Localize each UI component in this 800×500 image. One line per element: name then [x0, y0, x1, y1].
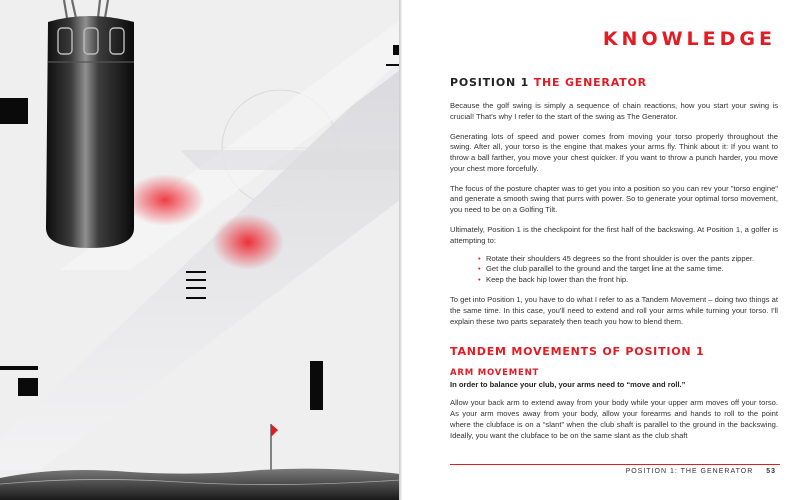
- page-content: [450, 76, 778, 450]
- horizontal-band: [180, 150, 400, 170]
- chapter-title: KNOWLEDGE: [602, 28, 776, 50]
- black-vertical-bar: [310, 361, 323, 410]
- red-glow-upper: [125, 174, 205, 226]
- black-rule-left: [0, 366, 38, 370]
- bullet-list: [478, 254, 778, 286]
- position-heading: [450, 76, 778, 89]
- sub-heading: ARM MOVEMENT: [450, 368, 540, 379]
- paragraph: Allow your back arm to extend away from your body while your upper arm moves off your torso. As your arm moves away from your body, allow your forearms and hands to roll to the point where the clubface is on a “slant” when the club shaft is parallel to the ground in the backswing. Ideally, you want the clubface to be on the same slant as the club shaft: [450, 398, 778, 440]
- running-head: POSITION 1: THE GENERATOR: [625, 468, 754, 475]
- paragraph: To get into Position 1, you have to do what I refer to as a Tandem Movement – doing two things at the same time. In this case, you'll need to extend and roll your arms while turning your torso. I'll explain these two parts separately then teach you how to blend them.: [450, 294, 778, 326]
- page-number: 53: [766, 468, 776, 475]
- paragraph: Ultimately, Position 1 is the checkpoint for the first half of the backswing. At Position 1, a golfer is attempting to:: [450, 225, 778, 245]
- running-footer: [626, 468, 776, 475]
- list-item: • Keep the back hip lower than the front hip.: [478, 275, 778, 286]
- list-item: • Rotate their shoulders 45 degrees so the front shoulder is over the pants zipper.: [478, 254, 778, 265]
- black-square-left: [0, 98, 28, 124]
- red-glow-lower: [212, 214, 284, 270]
- paragraph: Generating lots of speed and power comes from moving your torso properly throughout the swing. After all, your torso is the engine that makes your arms fly. Think about it: If you want to throw a ball farther, you move your chest quicker. If you want to throw a punch harder, you move your chest more forcefully.: [450, 131, 778, 173]
- position-heading-name: THE GENERATOR: [533, 76, 647, 89]
- list-item: • Get the club parallel to the ground and the target line at the same time.: [478, 264, 778, 275]
- paragraph: Because the golf swing is simply a sequence of chain reactions, how you start your swing is crucial! That's why I refer to the start of the swing as The Generator.: [450, 101, 778, 121]
- punching-bag: [46, 16, 134, 248]
- footer-rule: [450, 464, 780, 465]
- paragraph: The focus of the posture chapter was to get you into a position so you can rev your "torso engine" and generate a smooth swing that purrs with power. So to generate your optimal torso movement, you need to be on a Golfing Tilt.: [450, 183, 778, 215]
- position-heading-number: POSITION 1: [450, 76, 530, 89]
- section-heading: TANDEM MOVEMENTS OF POSITION 1: [450, 345, 705, 359]
- text-page: [402, 0, 800, 500]
- black-rule-top: [386, 64, 400, 66]
- lead-sentence: In order to balance your club, your arms need to “move and roll.”: [450, 380, 686, 390]
- black-square-lower: [18, 378, 38, 396]
